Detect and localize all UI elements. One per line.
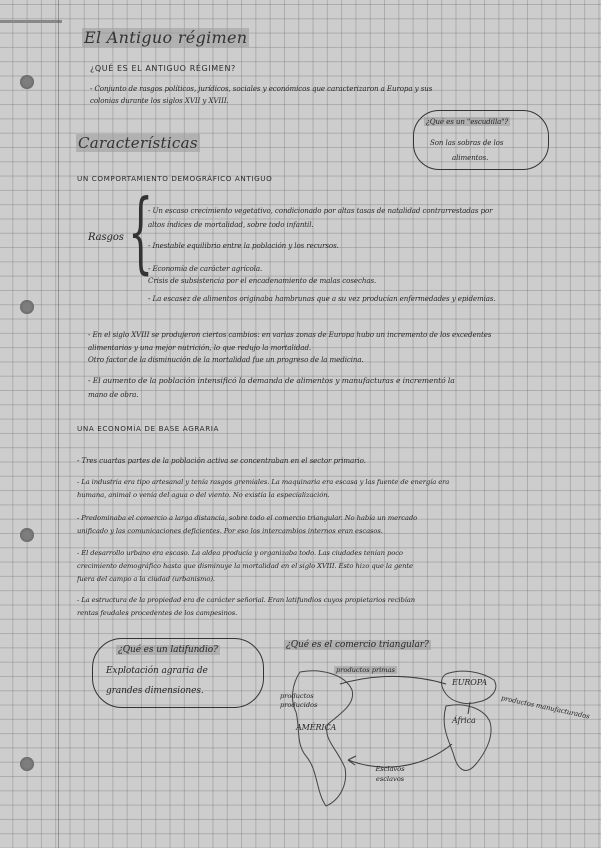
section1-paragraph-line: mano de obra. — [88, 390, 139, 399]
section1-paragraph-line: - En el siglo XVIII se produjeron ciertos cambios: en varias zonas de Europa hubo un incremento de los excedentes — [88, 330, 492, 339]
rasgo-line: Crisis de subsistencia por el encadenamiento de malas cosechas. — [148, 276, 377, 285]
rasgo-line: - Economía de carácter agrícola. — [148, 264, 263, 273]
rasgos-label: Rasgos — [88, 232, 124, 243]
arrow-head — [348, 756, 356, 765]
arrow-america-europe — [340, 676, 446, 684]
africa-outline — [444, 705, 491, 771]
section2-heading: UNA ECONOMÍA DE BASE AGRARIA — [77, 424, 220, 433]
section1-paragraph-line: alimentarios y una mejor nutrición, lo que redujo la mortalidad. — [88, 343, 312, 352]
section2-paragraph-line: - La estructura de la propiedad era de carácter señorial. Eran latifundios cuyos propietarios recibían — [77, 596, 416, 604]
triangular-question: ¿Qué es el comercio triangular? — [286, 640, 429, 650]
section2-paragraph-line: fuera del campo a la ciudad (urbanismo). — [77, 575, 215, 583]
section2-paragraph-line: crecimiento demográfico hasta que disminuye la mortalidad en el siglo XVIII. Esto hizo que la gente — [77, 562, 413, 570]
section1-paragraph-line: Otro factor de la disminución de la mortalidad fue un progreso de la medicina. — [88, 355, 364, 364]
map-label-esclavos: Esclavos esclavos — [375, 765, 405, 783]
q1-line: colonias durante los siglos XVII y XVIII. — [90, 96, 229, 105]
map-label-productos-primas: productos primas — [336, 666, 395, 674]
map-label-america: AMÉRICA — [296, 723, 337, 732]
map-label-europa: EUROPA — [452, 678, 487, 687]
latifundio-answer: grandes dimensiones. — [106, 686, 204, 696]
rasgo-line: - La escasez de alimentos originaba hambrunas que a su vez producían enfermedades y epidemias. — [148, 294, 496, 303]
section2-paragraph-line: - Tres cuartas partes de la población activa se concentraban en el sector primario. — [77, 456, 366, 465]
rasgo-line: - Un escaso crecimiento vegetativo, condicionado por altas tasas de natalidad contrarrestadas por — [148, 206, 493, 215]
q1-line: - Conjunto de rasgos políticos, jurídicos, sociales y económicos que caracterizaron a Europa y sus — [90, 84, 433, 93]
map-label-africa: África — [452, 716, 476, 725]
section2-paragraph-line: - La industria era tipo artesanal y tenía rasgos gremiales. La maquinaria era escasa y las fuente de energía era — [77, 478, 450, 486]
section2-paragraph-line: humana, animal o venía del agua o del viento. No existía la especialización. — [77, 491, 330, 499]
rasgo-line: - Inestable equilibrio entre la población y los recursos. — [148, 241, 339, 250]
section1-paragraph-line: - El aumento de la población intensificó la demanda de alimentos y manufacturas e incrementó la — [88, 376, 455, 385]
side-note-question: ¿Qué es un "escudilla"? — [426, 117, 509, 126]
section1-heading: UN COMPORTAMIENTO DEMOGRÁFICO ANTIGUO — [77, 174, 273, 183]
europe-outline — [442, 671, 496, 703]
caracteristicas-heading: Características — [78, 134, 198, 152]
section2-paragraph-line: rentas feudales procedentes de los campesinos. — [77, 609, 238, 617]
page-title: El Antiguo régimen — [84, 28, 248, 47]
rasgo-line: altos índices de mortalidad, sobre todo infantil. — [148, 220, 314, 229]
section2-paragraph-line: - El desarrollo urbano era escaso. La aldea producía y organizaba todo. Las ciudades tenían poco — [77, 549, 403, 557]
latifundio-answer: Explotación agraria de — [106, 666, 208, 676]
q1-heading: ¿QUÉ ES EL ANTIGUO RÉGIMEN? — [90, 64, 236, 73]
side-note-answer: Son las sobras de los — [430, 138, 504, 147]
section2-paragraph-line: - Predominaba el comercio a larga distancia, sobre todo el comercio triangular. No había un mercado — [77, 514, 418, 522]
side-note-answer: alimentos. — [452, 153, 489, 162]
brace-icon: { — [128, 180, 154, 283]
map-label-productos-producidos: productos producidos — [280, 692, 318, 709]
map-label-productos-manufacturados: productos manufacturados — [500, 694, 591, 721]
section2-paragraph-line: unificado y las comunicaciones deficientes. Por eso los intercambios internos eran escasos. — [77, 527, 383, 535]
latifundio-question: ¿Qué es un latifundio? — [118, 645, 218, 655]
